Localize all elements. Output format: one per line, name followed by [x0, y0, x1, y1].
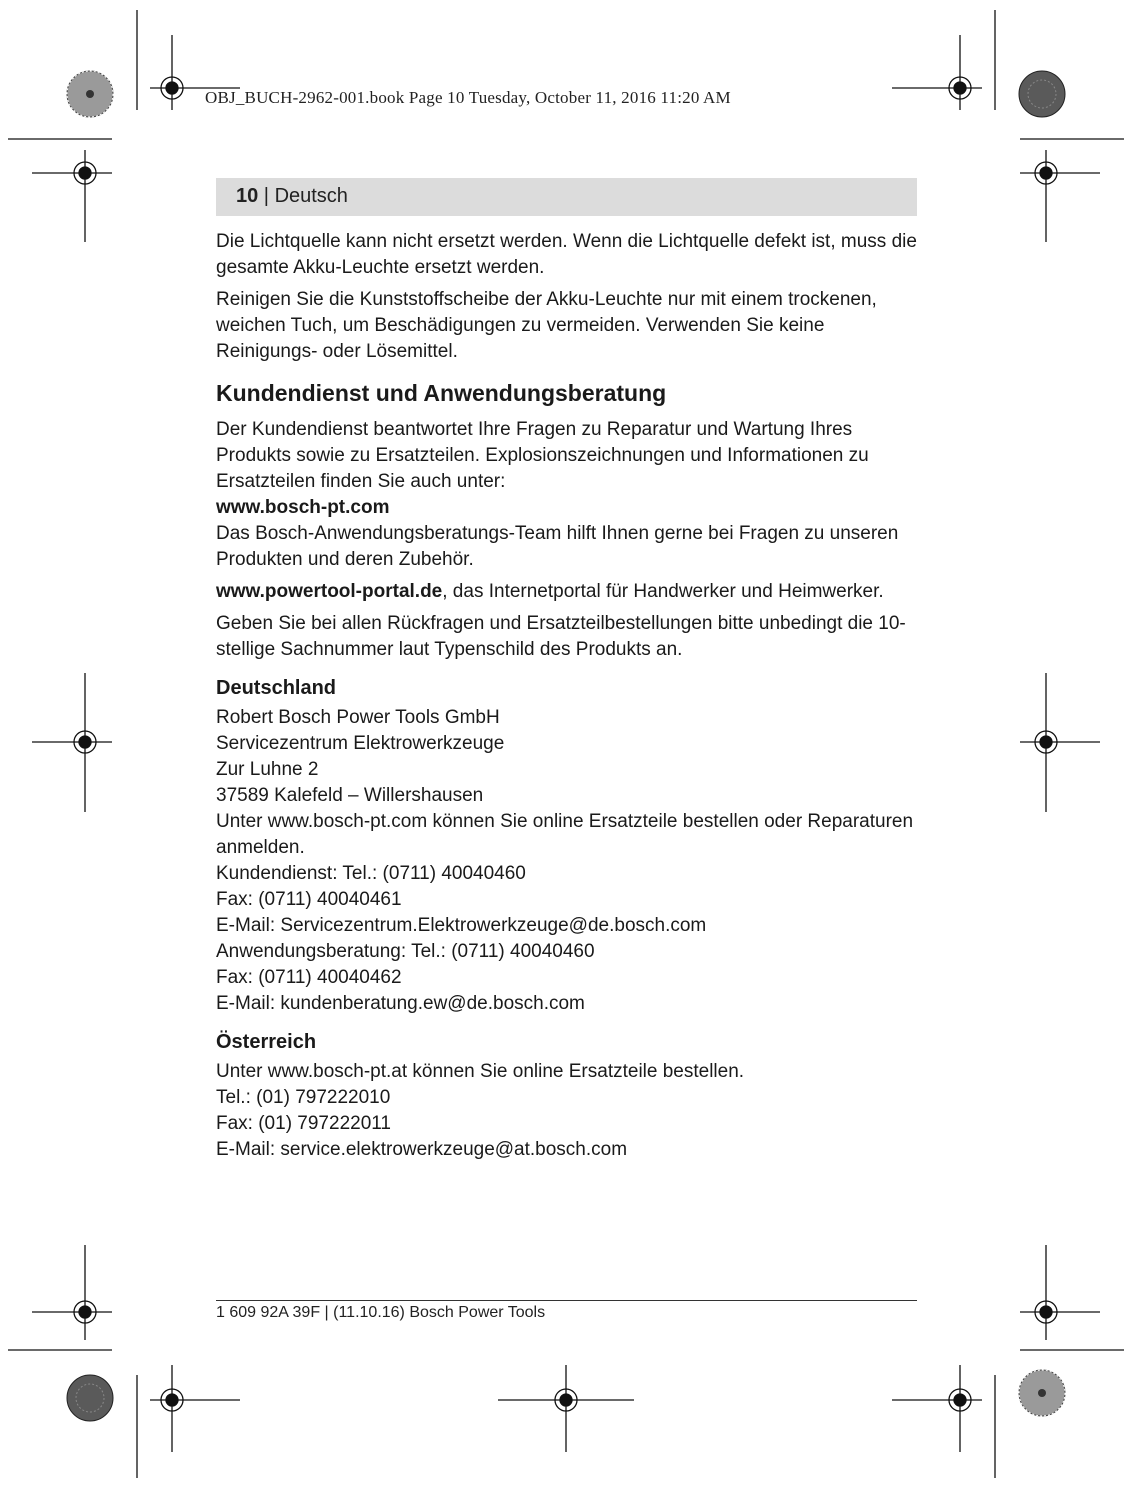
email-line: E-Mail: service.elektrowerkzeuge@at.bosch.com: [216, 1139, 628, 1160]
intro-paragraph: Die Lichtquelle kann nicht ersetzt werden. Wenn die Lichtquelle defekt ist, muss die gesamte Akku-Leuchte ersetzt werden.: [216, 231, 917, 278]
address-line: Unter www.bosch-pt.com können Sie online Ersatzteile bestellen oder Reparaturen anmelden.: [216, 811, 914, 858]
email-line: E-Mail: kundenberatung.ew@de.bosch.com: [216, 993, 585, 1014]
consulting-text: Das Bosch-Anwendungsberatungs-Team hilft Ihnen gerne bei Fragen zu unseren Produkten und deren Zubehör.: [216, 523, 899, 570]
address-line: Robert Bosch Power Tools GmbH: [216, 707, 500, 728]
germany-title: Deutschland: [216, 677, 337, 699]
address-line: Zur Luhne 2: [216, 759, 319, 780]
austria-title: Österreich: [216, 1031, 317, 1053]
email-line: E-Mail: Servicezentrum.Elektrowerkzeuge@de.bosch.com: [216, 915, 707, 936]
registration-mark-icon: [892, 35, 982, 110]
section-title: Kundendienst und Anwendungsberatung: [216, 380, 667, 406]
main-content: [216, 229, 917, 1163]
color-target-icon: [67, 1375, 113, 1421]
registration-mark-icon: [32, 673, 112, 812]
registration-mark-icon: [32, 1245, 112, 1340]
fax-line: Fax: (01) 797222011: [216, 1113, 391, 1134]
address-line: Unter www.bosch-pt.at können Sie online Ersatzteile bestellen.: [216, 1061, 745, 1082]
header-separator: |: [258, 185, 275, 207]
section-paragraph: [216, 417, 917, 573]
registration-mark-icon: [150, 1365, 240, 1452]
registration-mark-icon: [32, 150, 112, 242]
page-footer: [216, 1300, 917, 1322]
bosch-pt-link[interactable]: www.bosch-pt.com: [216, 497, 390, 518]
fax-line: Fax: (0711) 40040462: [216, 967, 402, 988]
color-target-icon: [1019, 71, 1065, 117]
registration-mark-icon: [1020, 1245, 1100, 1340]
phone-line: Kundendienst: Tel.: (0711) 40040460: [216, 863, 526, 884]
color-target-icon: [1019, 1370, 1065, 1416]
phone-line: Tel.: (01) 797222010: [216, 1087, 391, 1108]
portal-paragraph: [216, 579, 917, 605]
header-language: Deutsch: [274, 185, 348, 207]
page-number: 10: [236, 185, 259, 207]
portal-text: , das Internetportal für Handwerker und Heimwerker.: [442, 581, 884, 602]
registration-mark-icon: [1020, 150, 1100, 242]
service-text: Der Kundendienst beantwortet Ihre Fragen zu Reparatur und Wartung Ihres Produkts sowie zu Ersatzteilen. Explosionszeichnungen und Informationen zu Ersatzteilen finden Sie auch unter:: [216, 419, 869, 492]
print-slug: OBJ_BUCH-2962-001.book Page 10 Tuesday, October 11, 2016 11:20 AM: [205, 88, 731, 107]
fax-line: Fax: (0711) 40040461: [216, 889, 402, 910]
germany-address: [216, 705, 917, 1017]
footer-text: 1 609 92A 39F | (11.10.16) Bosch Power Tools: [216, 1304, 546, 1321]
registration-mark-icon: [1020, 673, 1100, 812]
page-header: [216, 178, 917, 216]
phone-line: Anwendungsberatung: Tel.: (0711) 40040460: [216, 941, 595, 962]
address-line: 37589 Kalefeld – Willershausen: [216, 785, 484, 806]
registration-mark-icon: [892, 1365, 982, 1452]
registration-mark-icon: [498, 1365, 634, 1452]
intro-paragraph: Reinigen Sie die Kunststoffscheibe der Akku-Leuchte nur mit einem trockenen, weichen Tuch, um Beschädigungen zu vermeiden. Verwenden Sie keine Reinigungs- oder Lösemittel.: [216, 289, 877, 362]
color-target-icon: [67, 71, 113, 117]
powertool-portal-link[interactable]: www.powertool-portal.de: [216, 581, 443, 602]
address-line: Servicezentrum Elektrowerkzeuge: [216, 733, 505, 754]
part-number-paragraph: Geben Sie bei allen Rückfragen und Ersatzteilbestellungen bitte unbedingt die 10-stellige Sachnummer laut Typenschild des Produkts an.: [216, 613, 906, 660]
austria-address: [216, 1059, 917, 1163]
